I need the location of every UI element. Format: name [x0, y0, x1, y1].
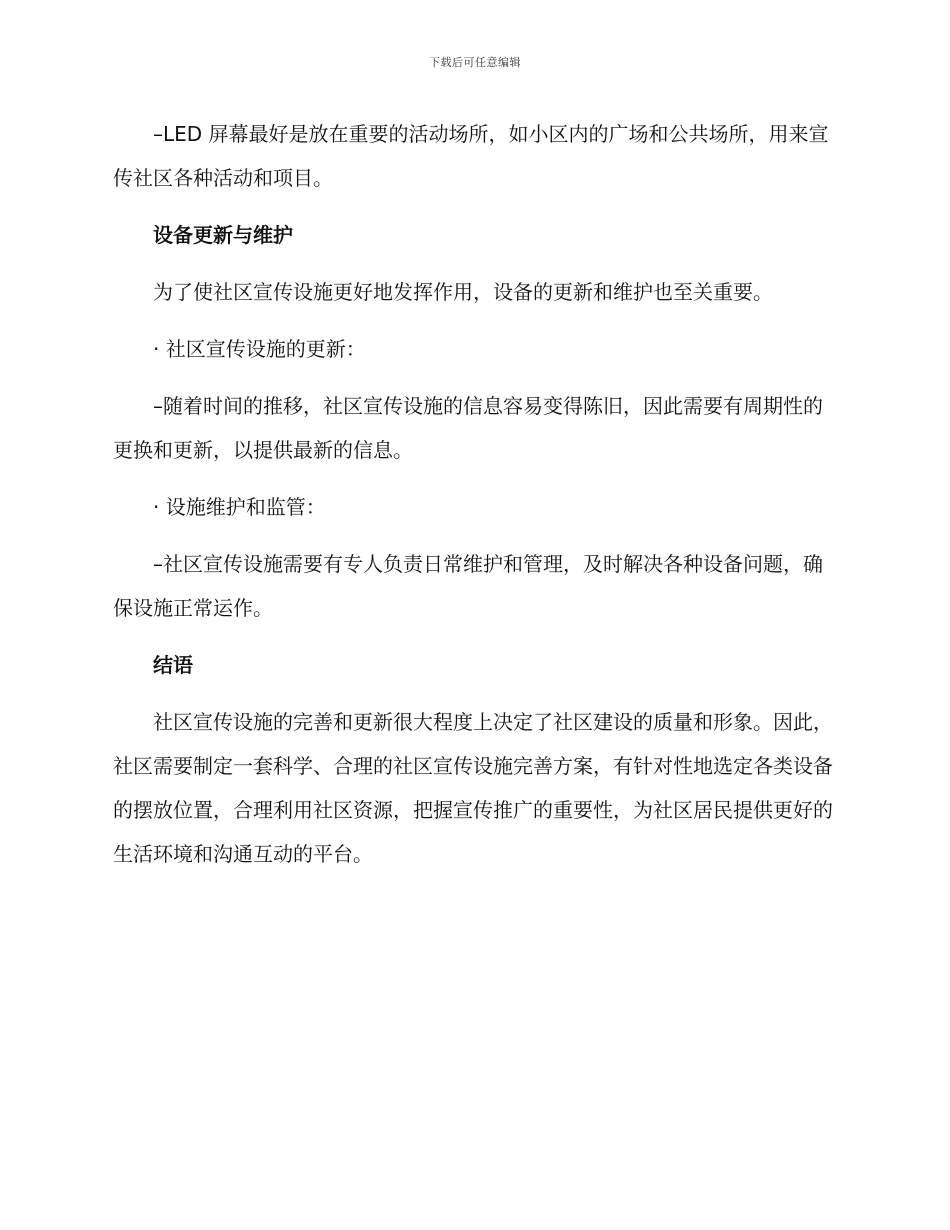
- paragraph-led-screen: –LED 屏幕最好是放在重要的活动场所，如小区内的广场和公共场所，用来宣传社区各种活动和项目。: [113, 122, 829, 190]
- document-body: [113, 112, 833, 876]
- bullet-maintenance: · 设施维护和监管：: [153, 495, 326, 519]
- page-header: 下载后可任意编辑: [429, 56, 521, 69]
- paragraph-conclusion: 社区宣传设施的完善和更新很大程度上决定了社区建设的质量和形象。因此，社区需要制定一套科学、合理的社区宣传设施完善方案，有针对性地选定各类设备的摆放位置，合理利用社区资源，把握宣传推广的重要性，为社区居民提供更好的生活环境和沟通互动的平台。: [113, 710, 833, 866]
- bullet-facility-update: · 社区宣传设施的更新：: [153, 337, 366, 361]
- heading-equipment-update: 设备更新与维护: [153, 223, 293, 247]
- paragraph-maintenance-detail: –社区宣传设施需要有专人负责日常维护和管理，及时解决各种设备问题，确保设施正常运作。: [113, 552, 823, 620]
- paragraph-update-detail: –随着时间的推移，社区宣传设施的信息容易变得陈旧，因此需要有周期性的更换和更新，以提供最新的信息。: [113, 394, 823, 462]
- heading-conclusion: 结语: [153, 653, 193, 677]
- paragraph-update-intro: 为了使社区宣传设施更好地发挥作用，设备的更新和维护也至关重要。: [153, 280, 773, 304]
